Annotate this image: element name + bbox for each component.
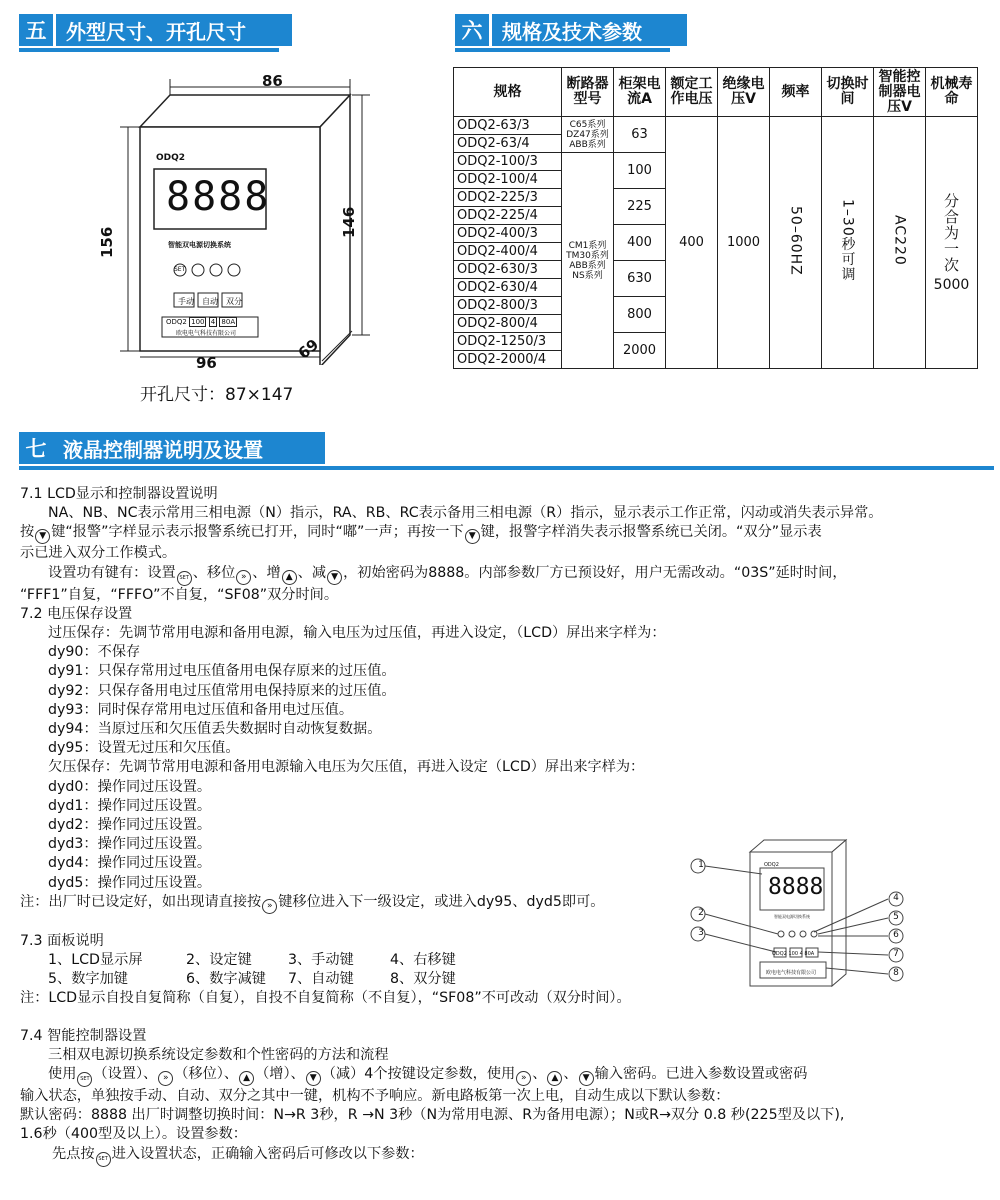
spec-header: 柜架电流A — [614, 68, 666, 117]
s71-line2: 按 ▼ 键“报警”字样显示表示报警系统已打开，同时“嘟”一声；再按一下 ▼ 键，报警字样消失表示报警系统已关闭。“双分”显示表 — [20, 523, 990, 544]
panel-plate: ODQ2 100 4 80A — [772, 951, 815, 957]
spec-model: ODQ2-400/3 — [454, 225, 562, 243]
section7-title: 液晶控制器说明及设置 — [53, 432, 325, 464]
panel-row2: 5、数字加键 6、数字减键 7、自动键 8、双分键 — [48, 971, 456, 988]
dy-item: dy91：只保存常用过电压值备用电保存原来的过压值。 — [48, 663, 396, 680]
up-key-icon: ▲ — [282, 570, 297, 585]
callout-8: 8 — [893, 968, 899, 978]
spec-model: ODQ2-400/4 — [454, 243, 562, 261]
down-key-icon: ▼ — [35, 529, 50, 544]
device-btn-manual: 手动 — [178, 297, 194, 306]
s74-line5: 先点按 SET 进入设置状态，正确输入密码后可修改以下参数： — [20, 1145, 990, 1167]
s72-title: 7.2 电压保存设置 — [20, 605, 133, 622]
spec-header-row — [454, 68, 978, 117]
dim-bottom: 96 — [196, 354, 217, 372]
spec-model: ODQ2-1250/3 — [454, 333, 562, 351]
spec-header: 断路器型号 — [562, 68, 614, 117]
device-brand: ODQ2 — [156, 153, 186, 163]
spec-model: ODQ2-2000/4 — [454, 351, 562, 369]
up-key-icon: ▲ — [547, 1071, 562, 1086]
callout-1: 1 — [698, 860, 704, 870]
set-key-icon: SET — [96, 1152, 111, 1167]
spec-model: ODQ2-225/4 — [454, 207, 562, 225]
spec-breaker-1: C65系列 DZ47系列 ABB系列 — [562, 117, 614, 153]
dy-item: dy92：只保存备用电过压值常用电保持原来的过压值。 — [48, 682, 396, 699]
shift-key-icon: » — [236, 570, 251, 585]
panel-row1: 1、LCD显示屏 2、设定键 3、手动键 4、右移键 — [48, 952, 456, 969]
dim-top: 86 — [262, 72, 283, 90]
s72-note: 注：出厂时已设定好，如出现请直接按 » 键移位进入下一级设定，或进入dy95、dyd5即可。 — [20, 893, 990, 914]
s73-title: 7.3 面板说明 — [20, 932, 104, 949]
device-lcd: 8888 — [166, 174, 271, 220]
section7-number: 七 — [19, 432, 53, 464]
s74-line3: 默认密码：8888 出厂时调整切换时间：N→R 3秒，R →N 3秒（N为常用电源、R为备用电源）；N或R→双分 0.8 秒(225型及以下), — [20, 1107, 845, 1124]
shift-key-icon: » — [158, 1071, 173, 1086]
spec-rated-voltage: 400 — [666, 117, 718, 369]
callout-4: 4 — [893, 893, 899, 903]
section5-number: 五 — [19, 14, 53, 46]
up-key-icon: ▲ — [239, 1071, 254, 1086]
spec-header: 规格 — [454, 68, 562, 117]
s71-line5: “FFF1”自复，“FFFO”不自复，“SF08”双分时间。 — [20, 586, 339, 603]
s72-over: 过压保存：先调节常用电源和备用电源，输入电压为过压值，再进入设定，（LCD）屏出来字样为： — [48, 625, 666, 642]
section7-header — [19, 432, 325, 464]
spec-header: 绝缘电压V — [718, 68, 770, 117]
shift-key-icon: » — [516, 1071, 531, 1086]
spec-current: 400 — [614, 225, 666, 261]
device-btn-auto: 自动 — [202, 297, 218, 306]
section7-body — [20, 485, 990, 1167]
device-btn-dual: 双分 — [226, 297, 242, 306]
s71-line4: 设置功有键有：设置 SET 、移位 » 、增 ▲ 、减 ▼ ，初始密码为8888。内部参数厂方已预设好，用户无需改动。“03S”延时时间， — [20, 564, 990, 586]
dim-left: 156 — [98, 226, 116, 258]
spec-header: 切换时间 — [822, 68, 874, 117]
dim-depth: 69 — [294, 335, 323, 363]
device-set-icon: SET — [174, 266, 186, 273]
dy-item: dy90：不保存 — [48, 644, 141, 661]
spec-model: ODQ2-100/4 — [454, 171, 562, 189]
spec-header: 额定工作电压 — [666, 68, 718, 117]
s71-title: 7.1 LCD显示和控制器设置说明 — [20, 486, 218, 502]
callout-6: 6 — [893, 930, 899, 940]
down-key-icon: ▼ — [327, 570, 342, 585]
spec-current: 630 — [614, 261, 666, 297]
section5-title: 外型尺寸、开孔尺寸 — [56, 14, 292, 46]
spec-model: ODQ2-630/3 — [454, 261, 562, 279]
spec-controller-voltage: AC220 — [874, 117, 926, 369]
dy-item: dy93：同时保存常用电过压值和备用电过压值。 — [48, 701, 354, 718]
s71-line1: NA、NB、NC表示常用三相电源（N）指示，RA、RB、RC表示备用三相电源（R）指示，显示表示工作正常，闪动或消失表示异常。 — [48, 505, 883, 522]
shift-key-icon: » — [262, 899, 277, 914]
set-key-icon: SET — [177, 571, 192, 586]
spec-model: ODQ2-100/3 — [454, 153, 562, 171]
s71-line3: 示已进入双分工作模式。 — [20, 545, 177, 562]
spec-model: ODQ2-800/3 — [454, 297, 562, 315]
s74-title: 7.4 智能控制器设置 — [20, 1027, 147, 1044]
device-nameplate: ODQ2 100 4 80A — [166, 318, 236, 326]
dy-item: dy94：当原过压和欠压值丢失数据时自动恢复数据。 — [48, 721, 382, 738]
dyd-item: dyd3：操作同过压设置。 — [48, 836, 212, 853]
down-key-icon: ▼ — [465, 529, 480, 544]
dyd-item: dyd1：操作同过压设置。 — [48, 797, 212, 814]
device-company: 欧电电气科技有限公司 — [176, 330, 237, 337]
s72-under: 欠压保存：先调节常用电源和备用电源输入电压为欠压值，再进入设定（LCD）屏出来字样为： — [48, 759, 645, 776]
spec-breaker-2: CM1系列 TM30系列 ABB系列 NS系列 — [562, 153, 614, 369]
s74-sub: 三相双电源切换系统设定参数和个性密码的方法和流程 — [48, 1046, 389, 1063]
s74-line4: 1.6秒（400型及以上）。设置参数： — [20, 1126, 247, 1143]
dim-right: 146 — [340, 206, 358, 238]
spec-current: 63 — [614, 117, 666, 153]
section5-header — [19, 14, 292, 46]
spec-current: 2000 — [614, 333, 666, 369]
callout-5: 5 — [893, 912, 899, 922]
panel-name: 智能双电源切换系统 — [774, 914, 810, 919]
down-key-icon: ▼ — [579, 1071, 594, 1086]
s74-line2: 输入状态，单独按手动、自动、双分之其中一键，机构不予响应。新电路板第一次上电，自动生成以下默认参数： — [20, 1088, 730, 1105]
spec-switch-time: 1–30秒可调 — [822, 117, 874, 369]
section6-number: 六 — [455, 14, 489, 46]
panel-lcd: 8888 — [768, 874, 824, 900]
section6-title: 规格及技术参数 — [492, 14, 687, 46]
dy-item: dy95：设置无过压和欠压值。 — [48, 740, 240, 757]
spec-current: 800 — [614, 297, 666, 333]
panel-brand: ODQ2 — [764, 862, 779, 868]
dyd-item: dyd2：操作同过压设置。 — [48, 817, 212, 834]
spec-current: 100 — [614, 153, 666, 189]
down-key-icon: ▼ — [306, 1071, 321, 1086]
dyd-item: dyd4：操作同过压设置。 — [48, 855, 212, 872]
spec-frequency: 50–60HZ — [770, 117, 822, 369]
cutout-size: 开孔尺寸：87×147 — [140, 385, 294, 405]
spec-model: ODQ2-225/3 — [454, 189, 562, 207]
spec-life: 分合为一次 5000 — [926, 117, 978, 369]
section6-header — [455, 14, 687, 46]
callout-3: 3 — [698, 928, 704, 938]
spec-header: 智能控制器电压V — [874, 68, 926, 117]
spec-current: 225 — [614, 189, 666, 225]
dyd-item: dyd0：操作同过压设置。 — [48, 778, 212, 795]
spec-model: ODQ2-800/4 — [454, 315, 562, 333]
device-name: 智能双电源切换系统 — [168, 241, 231, 249]
s74-line1: 使用 SET （设置）、 » （移位）、 ▲ （增）、 ▼ （减）4个按键设定参数，使用 » 、 ▲ 、 ▼ 输入密码。已进入参数设置或密码 — [20, 1065, 990, 1087]
panel-diagram — [688, 838, 908, 988]
spec-insulation-voltage: 1000 — [718, 117, 770, 369]
set-key-icon: SET — [77, 1072, 92, 1087]
spec-model: ODQ2-63/4 — [454, 135, 562, 153]
spec-header: 频率 — [770, 68, 822, 117]
spec-header: 机械寿命 — [926, 68, 978, 117]
spec-model: ODQ2-63/3 — [454, 117, 562, 135]
s73-note: 注：LCD显示自投自复简称（自复），自投不自复简称（不自复），“SF08”不可改动（双分时间）。 — [20, 990, 631, 1007]
dyd-item: dyd5：操作同过压设置。 — [48, 874, 212, 891]
spec-model: ODQ2-630/4 — [454, 279, 562, 297]
spec-table — [453, 67, 978, 369]
callout-2: 2 — [698, 908, 704, 918]
panel-company: 欧电电气科技有限公司 — [766, 970, 817, 976]
callout-7: 7 — [893, 949, 899, 959]
